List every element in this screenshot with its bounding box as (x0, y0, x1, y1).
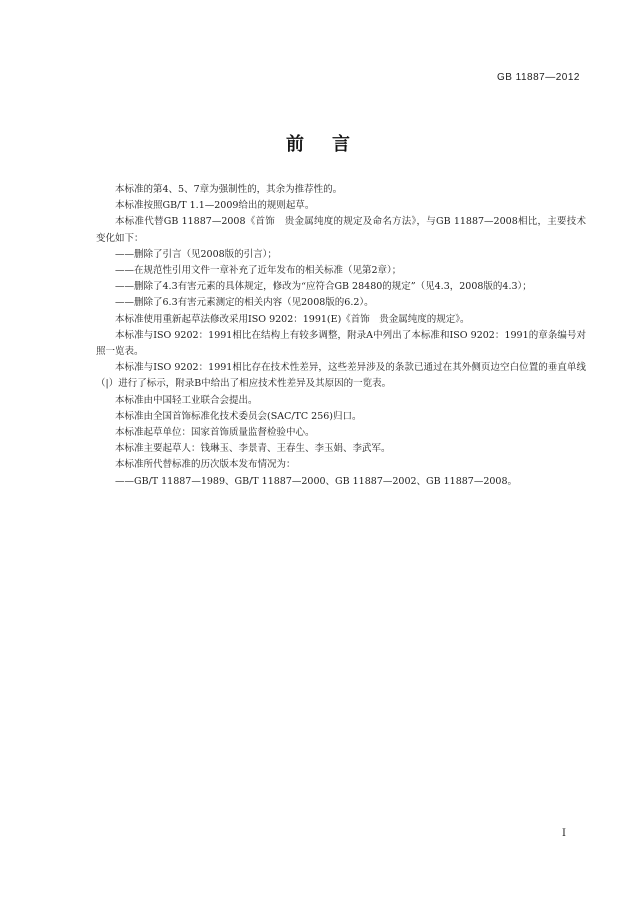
paragraph-drafting-rules: 本标准按照GB/T 1.1—2009给出的规则起草。 (115, 200, 315, 212)
paragraph-proposer: 本标准由中国轻工业联合会提出。 (115, 394, 258, 406)
paragraph-iso-adoption: 本标准使用重新起草法修改采用ISO 9202：1991(E)《首饰 贵金属纯度的规定》。 (115, 313, 470, 325)
standard-code: GB 11887—2012 (496, 72, 580, 83)
paragraph-drafters: 本标准主要起草人：钱琳玉、李景青、王春生、李玉娟、李武军。 (115, 443, 391, 455)
change-item-harmful-elements: ——删除了4.3有害元素的具体规定，修改为“应符合GB 28480的规定”（见4.3，2008版的4.3）； (115, 281, 532, 293)
paragraph-replacement: 本标准代替GB 11887—2008《首饰 贵金属纯度的规定及命名方法》，与GB 11887—2008相比，主要技术变化如下： (96, 216, 586, 244)
paragraph-committee: 本标准由全国首饰标准化技术委员会(SAC/TC 256)归口。 (115, 410, 362, 422)
paragraph-structure-differences: 本标准与ISO 9202：1991相比在结构上有较多调整，附录A中列出了本标准和ISO 9202：1991的章条编号对照一览表。 (96, 329, 586, 358)
paragraph-technical-differences: 本标准与ISO 9202：1991相比存在技术性差异，这些差异涉及的条款已通过在其外侧页边空白位置的垂直单线（|）进行了标示，附录B中给出了相应技术性差异及其原因的一览表。 (96, 362, 586, 390)
paragraph-previous-editions-list: ——GB/T 11887—1989、GB/T 11887—2000、GB 11887—2002、GB 11887—2008。 (115, 475, 518, 487)
page-number: I (562, 828, 566, 839)
page-title: 前言 (286, 134, 378, 155)
foreword-body (96, 182, 586, 490)
paragraph-mandatory-clauses: 本标准的第4、5、7章为强制性的，其余为推荐性的。 (115, 184, 343, 195)
paragraph-previous-editions-intro: 本标准所代替标准的历次版本发布情况为： (115, 459, 296, 471)
change-item-normative-references: ——在规范性引用文件一章补充了近年发布的相关标准（见第2章）； (115, 265, 402, 277)
paragraph-drafting-unit: 本标准起草单位：国家首饰质量监督检验中心。 (115, 427, 315, 439)
change-item-introduction: ——删除了引言（见2008版的引言）； (115, 248, 277, 260)
change-item-harmful-determination: ——删除了6.3有害元素测定的相关内容（见2008版的6.2）。 (115, 297, 374, 309)
